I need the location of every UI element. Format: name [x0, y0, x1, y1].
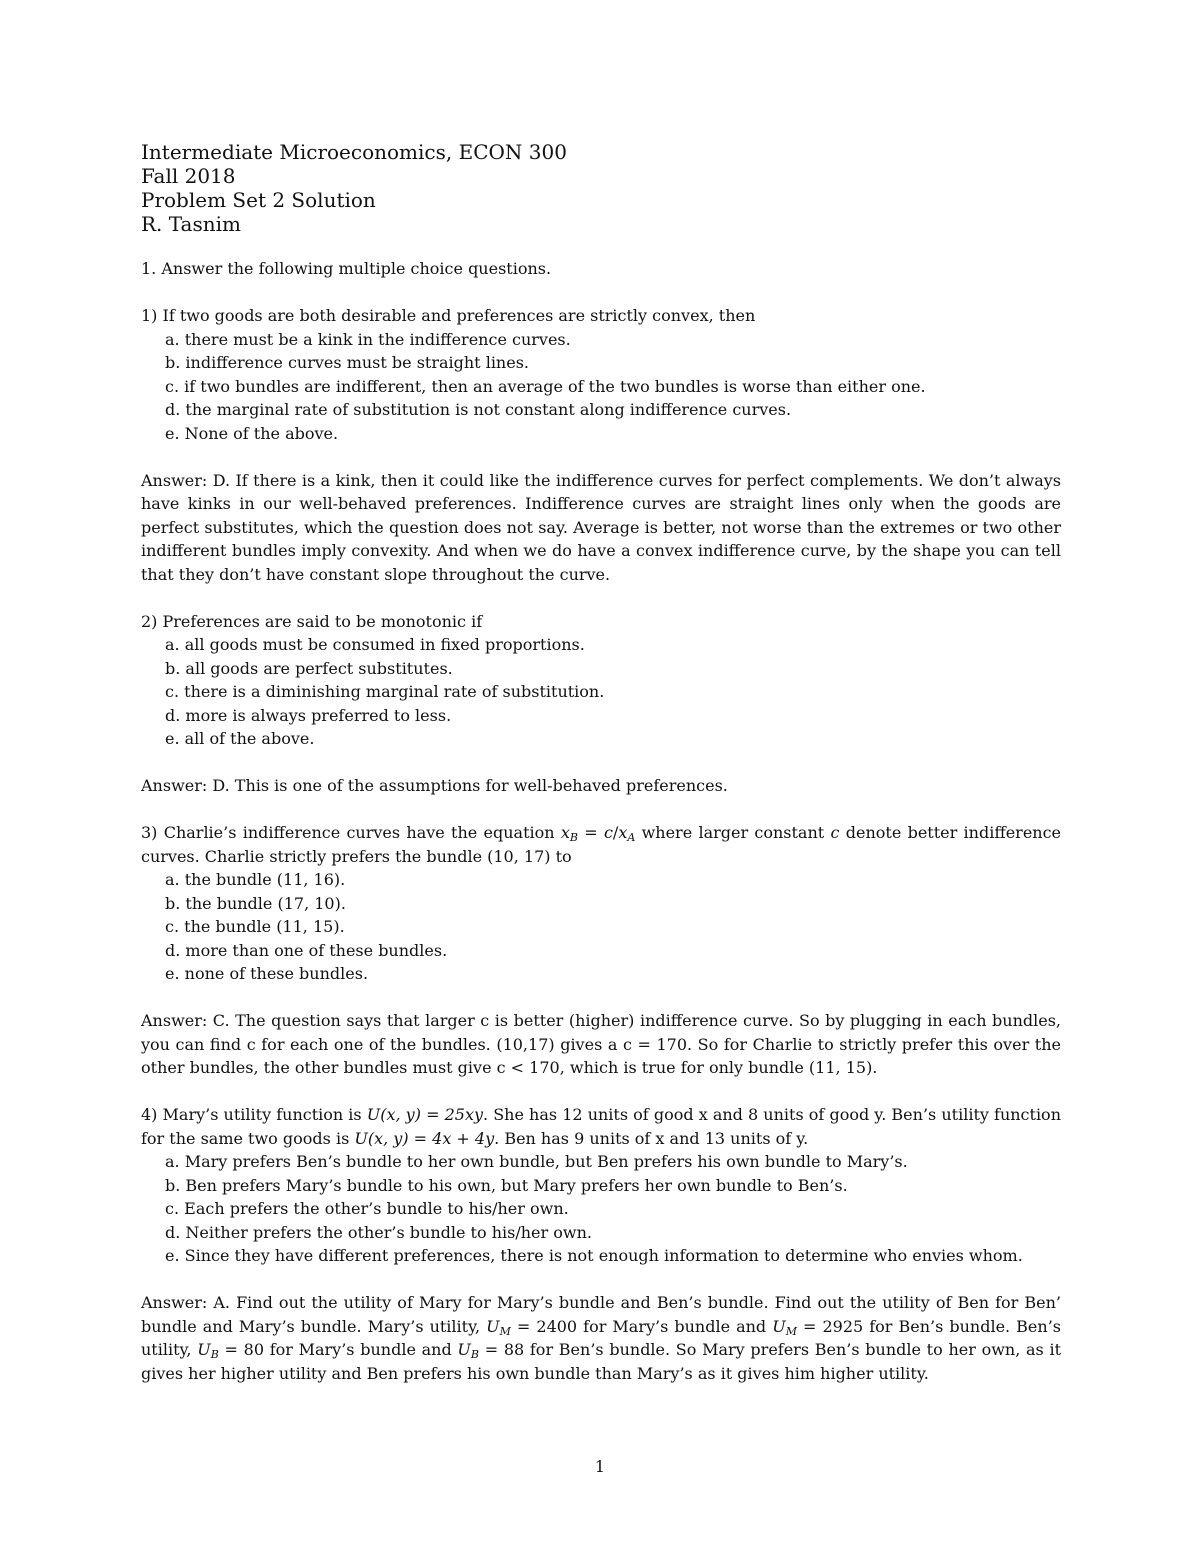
question-3-option-b: b. the bundle (17, 10). — [165, 893, 346, 913]
question-2-option-b: b. all goods are perfect substitutes. — [165, 658, 453, 678]
document-body — [141, 257, 1061, 1385]
q4-ub-2-sub: B — [470, 1348, 479, 1361]
question-2-stem: 2) Preferences are said to be monotonic if — [141, 611, 483, 631]
q4-answer-part-5: = 88 for Ben’s bundle. So Mary prefers Ben’s bundle to her own, as it gives her higher utility and Ben prefers his own bundle than Mary’s as it gives him higher utility. — [141, 1340, 1062, 1383]
question-4-option-d: d. Neither prefers the other’s bundle to his/her own. — [165, 1222, 592, 1242]
question-3-option-e: e. none of these bundles. — [165, 964, 369, 983]
question-4-option-a: a. Mary prefers Ben’s bundle to her own bundle, but Ben prefers his own bundle to Mary’s. — [165, 1152, 908, 1171]
q3-stem-part-3: denote better indifference curves. Charlie strictly prefers the bundle (10, 17) to — [141, 823, 1062, 866]
q4-answer-part-2: = 2400 for Mary’s bundle and — [510, 1316, 773, 1336]
question-2-option-e: e. all of the above. — [165, 729, 315, 748]
q4-ben-utility: U(x, y) = 4x + 4y — [354, 1128, 495, 1148]
question-2-answer: Answer: D. This is one of the assumptions for well-behaved preferences. — [141, 776, 728, 795]
document-title: Problem Set 2 Solution — [141, 188, 376, 212]
q3-eq-c: c — [603, 823, 613, 842]
author: R. Tasnim — [141, 212, 241, 236]
question-3-option-c: c. the bundle (11, 15). — [165, 917, 345, 936]
question-3-option-d: d. more than one of these bundles. — [165, 940, 448, 960]
q3-eq-equals: = — [577, 823, 604, 842]
question-4-answer — [141, 1291, 1061, 1385]
question-2-option-c: c. there is a diminishing marginal rate of substitution. — [165, 682, 605, 701]
intro-instruction: 1. Answer the following multiple choice questions. — [141, 259, 552, 278]
q4-stem-part-3: . Ben has 9 units of x and 13 units of y. — [494, 1128, 809, 1148]
q3-eq-lhs-sub: B — [569, 831, 578, 844]
q3-stem-c-var: c — [830, 823, 840, 842]
question-1-option-a: a. there must be a kink in the indifference curves. — [165, 329, 571, 349]
question-1-option-c: c. if two bundles are indifferent, then an average of the two bundles is worse than either one. — [165, 376, 926, 396]
q3-stem-part-2: where larger constant — [635, 823, 831, 842]
q4-answer-part-3: = 2925 for Ben’s bundle. Ben’s utility, — [141, 1316, 1061, 1359]
question-2-option-d: d. more is always preferred to less. — [165, 705, 452, 725]
question-3-stem — [141, 821, 1061, 868]
q4-mary-utility: U(x, y) = 25xy — [366, 1105, 484, 1124]
question-4-option-e: e. Since they have different preferences, there is not enough information to determine who envies whom. — [165, 1246, 1023, 1265]
term: Fall 2018 — [141, 164, 236, 188]
q4-ub-1: U — [197, 1340, 211, 1359]
question-3-option-a: a. the bundle (11, 16). — [165, 870, 346, 889]
q4-ub-2: U — [457, 1340, 471, 1359]
question-4-stem — [141, 1103, 1061, 1150]
question-1-option-b: b. indifference curves must be straight lines. — [165, 353, 529, 372]
q4-stem-part-1: 4) Mary’s utility function is — [141, 1105, 367, 1124]
page-number: 1 — [594, 1457, 606, 1476]
question-1-option-e: e. None of the above. — [165, 423, 339, 443]
q4-ub-1-sub: B — [210, 1348, 219, 1361]
q3-stem-part-1: 3) Charlie’s indifference curves have the equation — [141, 823, 561, 842]
question-2-option-a: a. all goods must be consumed in fixed proportions. — [165, 635, 585, 654]
question-3-answer: Answer: C. The question says that larger c is better (higher) indifference curve. So by plugging in each bundles, you can find c for each one of the bundles. (10,17) gives a c = 170. So for Charlie to strictly prefer this over the other bundles, the other bundles must give c < 170, which is true for only bundle (11, 15). — [141, 1011, 1061, 1077]
question-1-answer: Answer: D. If there is a kink, then it could like the indifference curves for perfect complements. We don’t always have kinks in our well-behaved preferences. Indifference curves are straight lines only when the goods are perfect substitutes, which the question does not say. Average is better, not worse than the extremes or two other indifferent bundles imply convexity. And when we do have a convex indifference curve, by the shape you can tell that they don’t have constant slope throughout the curve. — [141, 470, 1061, 584]
q4-um-1-sub: M — [499, 1324, 511, 1338]
question-1-stem: 1) If two goods are both desirable and preferences are strictly convex, then — [141, 306, 756, 325]
q4-um-2: U — [772, 1316, 786, 1336]
q3-eq-slash: / — [612, 823, 619, 842]
q4-answer-part-4: = 80 for Mary’s bundle and — [218, 1340, 458, 1359]
q3-eq-rhs: x — [618, 823, 628, 842]
document-header — [141, 140, 1071, 236]
q4-stem-part-2: . She has 12 units of good x and 8 units of good y. Ben’s utility function for the same two goods is — [141, 1105, 1061, 1148]
q3-eq-lhs: x — [560, 823, 570, 842]
q4-um-2-sub: M — [785, 1324, 797, 1338]
q4-answer-part-1: Answer: A. Find out the utility of Mary for Mary’s bundle and Ben’s bundle. Find out the utility of Ben for Ben’ bundle and Mary’s bundle. Mary’s utility, — [141, 1293, 1061, 1336]
question-4-option-b: b. Ben prefers Mary’s bundle to his own, but Mary prefers her own bundle to Ben’s. — [165, 1175, 848, 1195]
question-4-option-c: c. Each prefers the other’s bundle to his/her own. — [165, 1199, 569, 1218]
question-1-option-d: d. the marginal rate of substitution is not constant along indifference curves. — [165, 400, 792, 419]
q3-eq-rhs-sub: A — [627, 831, 636, 844]
q4-um-1: U — [486, 1316, 500, 1336]
course-title: Intermediate Microeconomics, ECON 300 — [141, 140, 567, 164]
